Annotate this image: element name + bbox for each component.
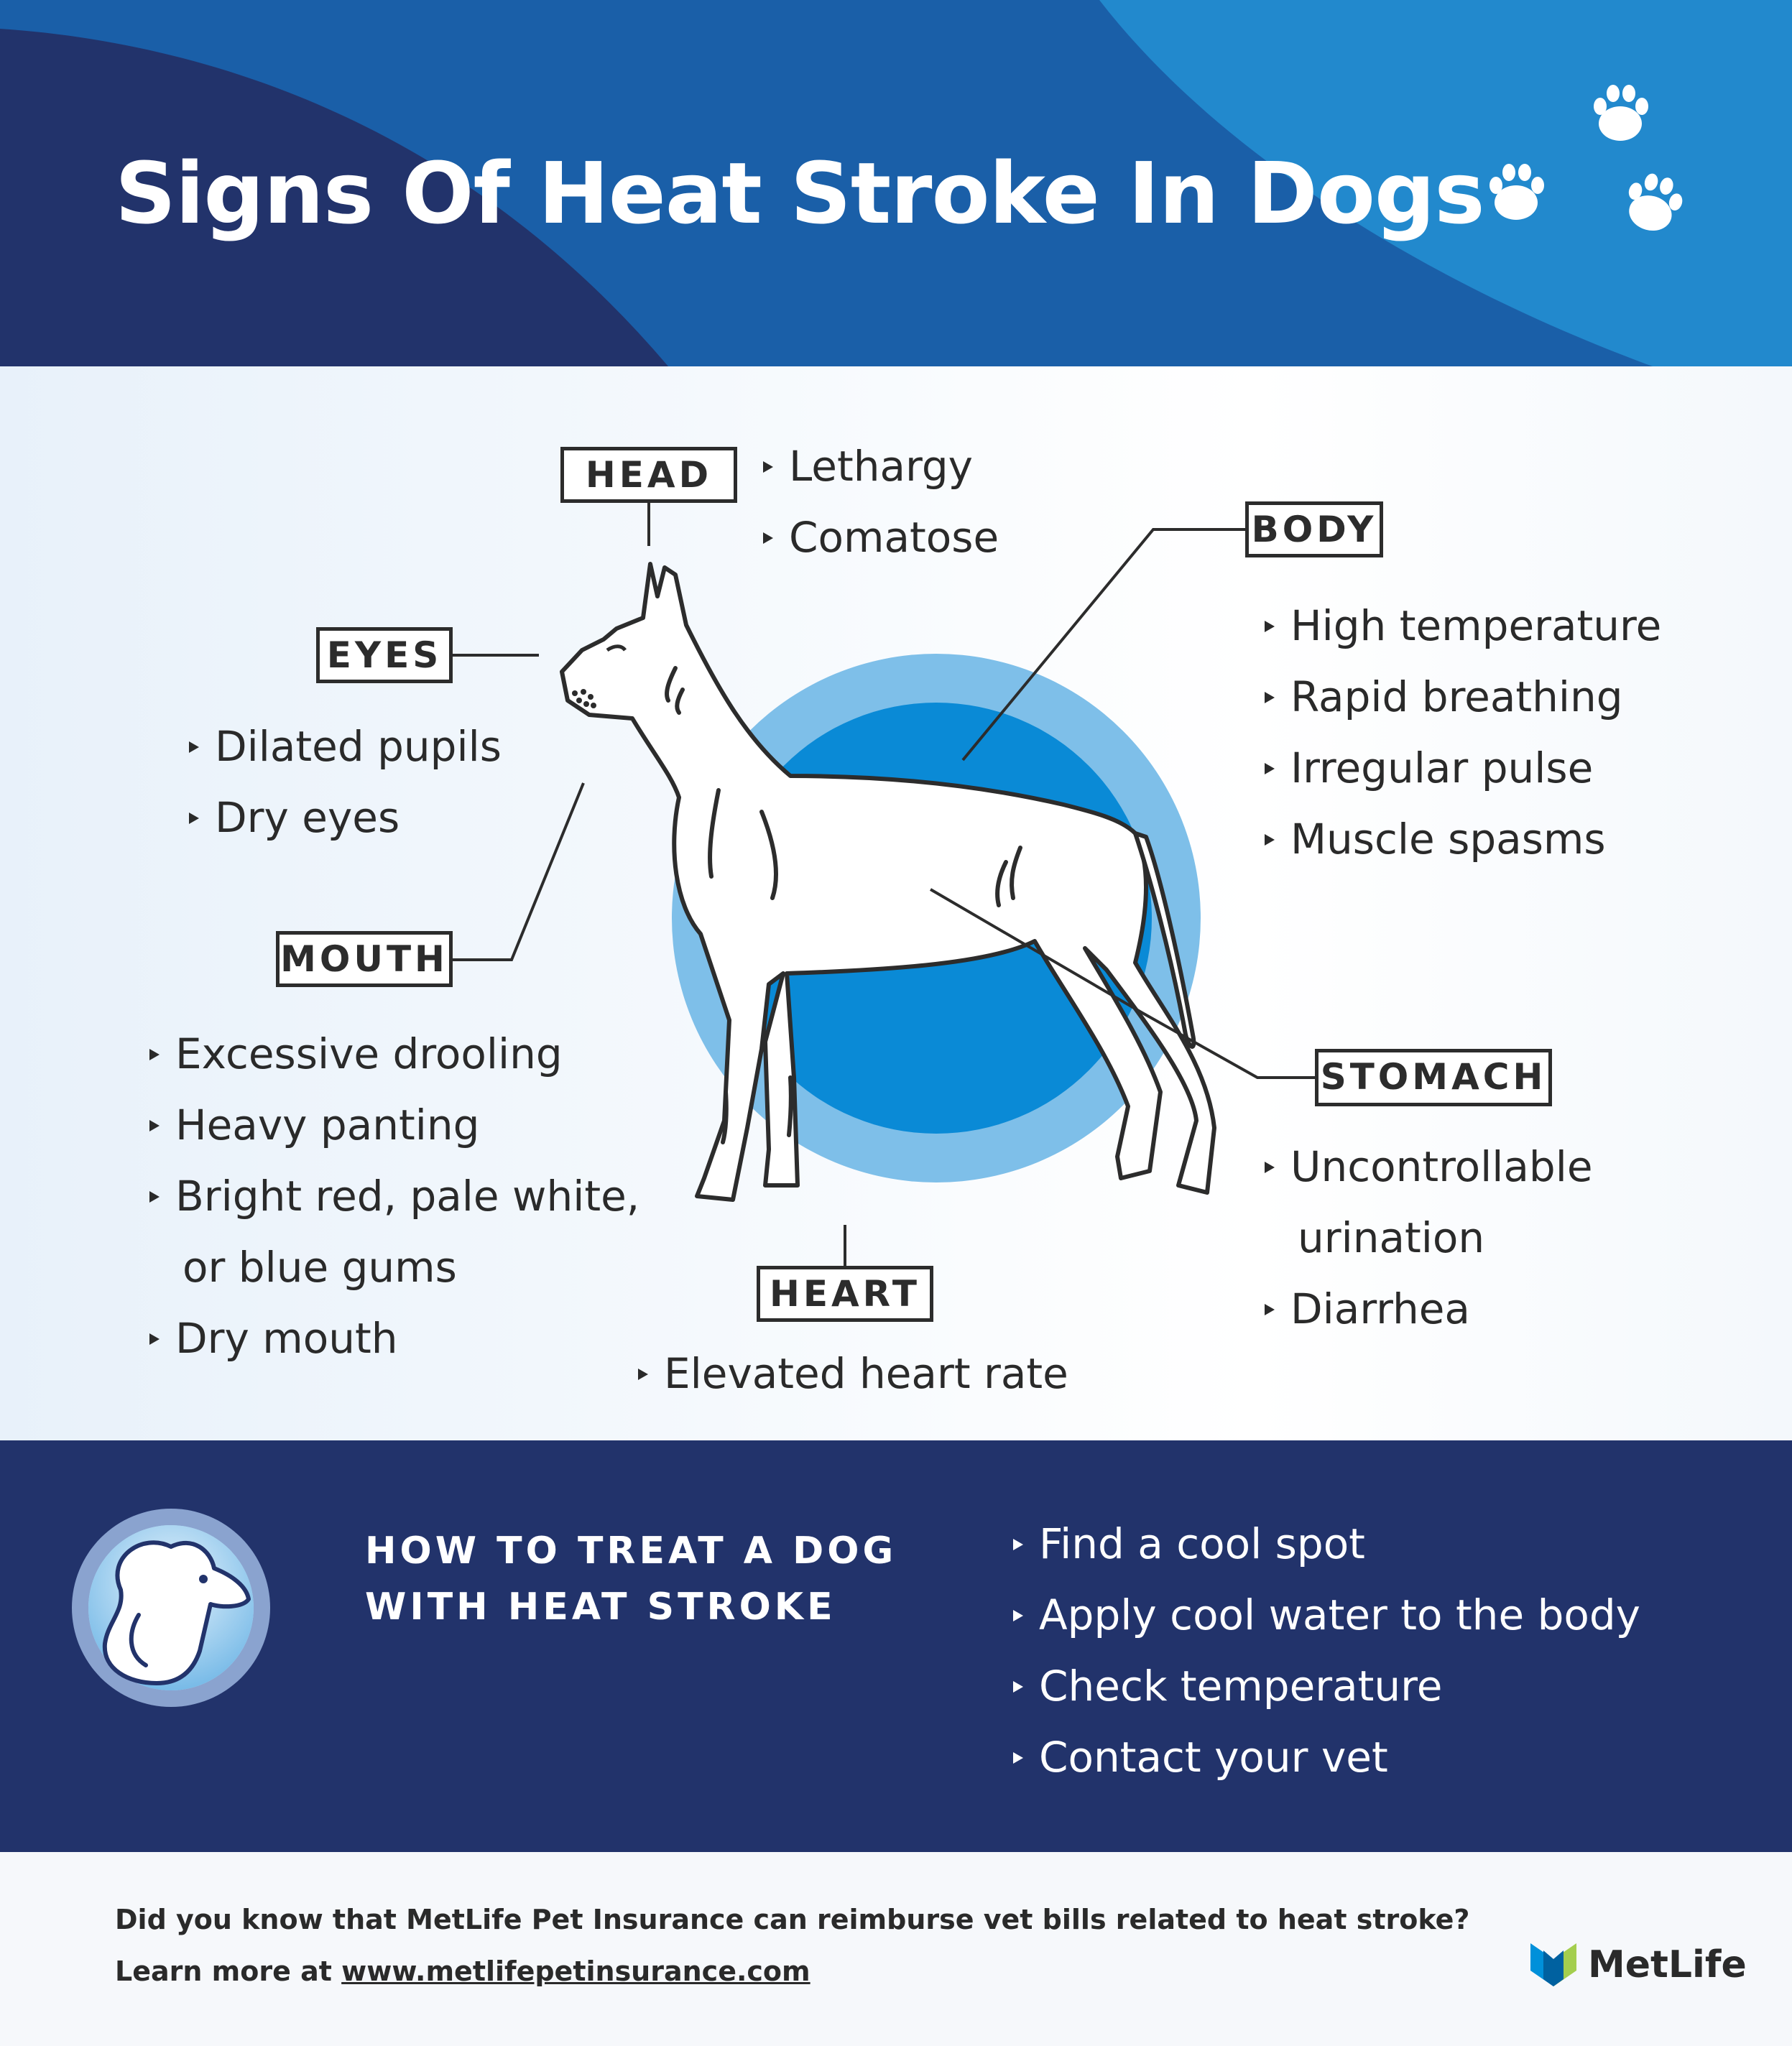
eyes-signs-list bbox=[189, 711, 502, 853]
list-item: Dilated pupils bbox=[189, 711, 502, 782]
label-stomach: STOMACH bbox=[1315, 1049, 1552, 1106]
list-item: Excessive drooling bbox=[149, 1019, 639, 1090]
footer-line1: Did you know that MetLife Pet Insurance can reimburse vet bills related to heat stroke? bbox=[115, 1904, 1470, 1935]
dog-head-icon bbox=[70, 1507, 272, 1708]
list-item: Muscle spasms bbox=[1265, 804, 1661, 875]
page-title: Signs Of Heat Stroke In Dogs bbox=[115, 144, 1484, 243]
head-signs-list bbox=[763, 431, 999, 573]
list-item: Lethargy bbox=[763, 431, 999, 502]
stomach-signs-list bbox=[1265, 1131, 1593, 1345]
list-item: Comatose bbox=[763, 502, 999, 573]
body-signs-list bbox=[1265, 591, 1661, 875]
treatment-title-line2: WITH HEAT STROKE bbox=[365, 1586, 836, 1629]
list-item: Rapid breathing bbox=[1265, 662, 1661, 733]
list-item: Heavy panting bbox=[149, 1090, 639, 1161]
metlife-logo-icon bbox=[1530, 1943, 1576, 1986]
treatment-steps-list bbox=[1013, 1509, 1640, 1793]
list-item: Elevated heart rate bbox=[638, 1338, 1068, 1409]
list-item: Find a cool spot bbox=[1013, 1509, 1640, 1580]
paw-prints-icon bbox=[1480, 79, 1696, 244]
footer-line2-prefix: Learn more at bbox=[115, 1955, 342, 1987]
footer-line2 bbox=[115, 1955, 810, 1987]
footer-link[interactable]: www.metlifepetinsurance.com bbox=[341, 1955, 810, 1987]
label-body: BODY bbox=[1245, 501, 1383, 557]
footer bbox=[0, 1852, 1792, 2046]
list-item: Diarrhea bbox=[1265, 1274, 1593, 1345]
metlife-brand: MetLife bbox=[1588, 1943, 1747, 1986]
list-item: or blue gums bbox=[183, 1243, 457, 1292]
treatment-title-line1: HOW TO TREAT A DOG bbox=[365, 1529, 897, 1573]
list-item: urination bbox=[1298, 1213, 1485, 1262]
label-head: HEAD bbox=[560, 447, 737, 503]
list-item: Contact your vet bbox=[1013, 1722, 1640, 1793]
heart-signs-list bbox=[638, 1338, 1068, 1409]
list-item: Bright red, pale white, bbox=[149, 1161, 639, 1232]
list-item: Uncontrollable bbox=[1265, 1131, 1593, 1203]
list-item: Dry mouth bbox=[149, 1303, 639, 1374]
mouth-signs-list bbox=[149, 1019, 639, 1374]
list-item: Dry eyes bbox=[189, 782, 502, 853]
treatment-title bbox=[365, 1523, 897, 1635]
label-mouth: MOUTH bbox=[276, 931, 453, 987]
list-item: Irregular pulse bbox=[1265, 733, 1661, 804]
label-eyes: EYES bbox=[316, 627, 453, 683]
list-item: High temperature bbox=[1265, 591, 1661, 662]
list-item: Check temperature bbox=[1013, 1651, 1640, 1722]
label-heart: HEART bbox=[757, 1266, 933, 1322]
list-item: Apply cool water to the body bbox=[1013, 1580, 1640, 1651]
